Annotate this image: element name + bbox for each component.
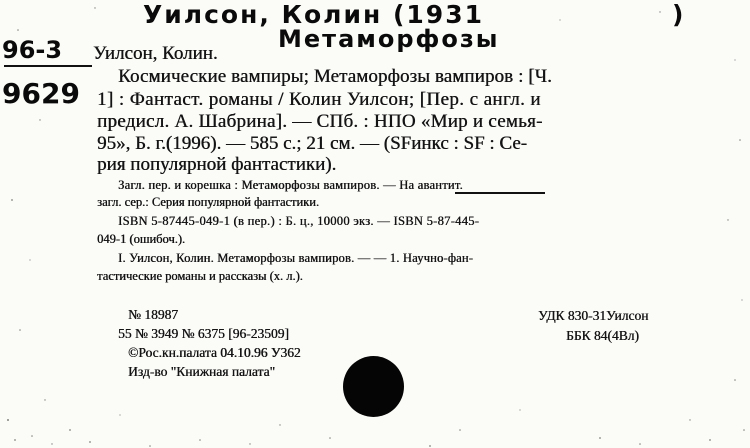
handwritten-underline-vampirov: [455, 192, 545, 194]
handwritten-shelf-mark: 96-3: [2, 36, 63, 64]
note-line-2: загл. сер.: Серия популярной фантастики.: [97, 195, 319, 209]
isbn-line-2: 049-1 (ошибоч.).: [97, 232, 186, 246]
subject-line-2: тастические романы и рассказы (х. л.).: [97, 269, 303, 283]
title-line-2: 1] : Фантаст. романы / Колин Уилсон; [Пер. с англ. и: [97, 89, 541, 110]
punch-hole: [343, 356, 404, 417]
handwritten-author-line: Уилсон, Колин (1931: [143, 0, 484, 29]
subject-line-1: I. Уилсон, Колин. Метаморфозы вампиров. — — 1. Научно-фан-: [118, 251, 474, 265]
bbk-code: ББК 84(4Вл): [566, 328, 639, 343]
udk-code: УДК 830-31Уилсон: [538, 308, 649, 323]
title-line-1: Космические вампиры; Метаморфозы вампиров : [Ч.: [118, 66, 552, 87]
handwritten-title-note: Метаморфозы: [278, 25, 500, 53]
title-line-5: рия популярной фантастики).: [97, 154, 337, 175]
note-line-1: Загл. пер. и корешка : Метаморфозы вампиров. — На авантит.: [118, 178, 463, 192]
shelf-mark-underline: [4, 65, 92, 67]
registration-line: 55 № 3949 № 6375 [96-23509]: [118, 326, 289, 341]
author-heading: Уилсон, Колин.: [93, 43, 218, 64]
record-number: № 18987: [128, 307, 179, 322]
title-line-4: 95», Б. г.(1996). — 585 с.; 21 см. — (SFинкс : SF : Се-: [97, 133, 527, 154]
isbn-line-1: ISBN 5-87445-049-1 (в пер.) : Б. ц., 10000 экз. — ISBN 5-87-445-: [118, 214, 480, 228]
title-line-3: предисл. А. Шабрина]. — СПб. : НПО «Мир и семья-: [97, 111, 543, 132]
handwritten-closing-paren: ): [672, 0, 685, 29]
copyright-line: ©Рос.кн.палата 04.10.96 У362: [128, 345, 301, 360]
publisher-line: Изд-во "Книжная палата": [128, 364, 275, 379]
handwritten-inventory-number: 9629: [2, 77, 80, 110]
